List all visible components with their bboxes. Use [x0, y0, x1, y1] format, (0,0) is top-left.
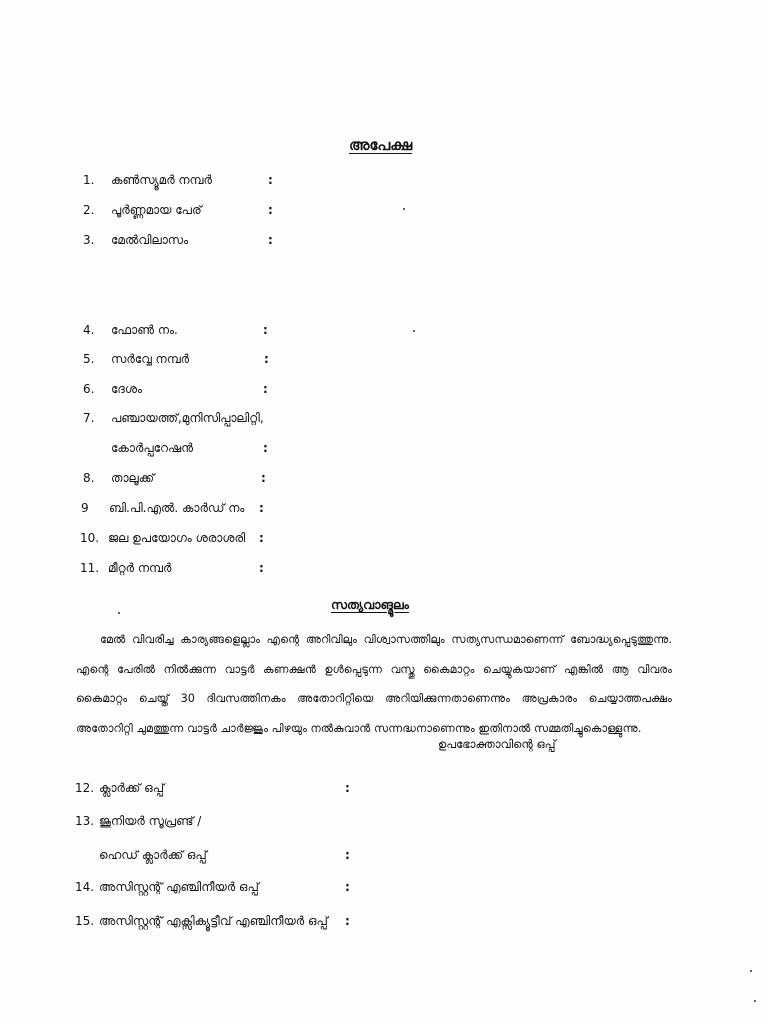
- field-colon: :: [259, 561, 264, 575]
- field-label: ഹെഡ് ക്ലാർക്ക് ഒപ്പ്: [99, 848, 207, 862]
- field-colon: :: [264, 352, 269, 366]
- field-label: മീറ്റർ നമ്പർ: [108, 561, 172, 575]
- field-label: പൂർണ്ണമായ പേര്: [111, 203, 202, 217]
- field-number: 13.: [75, 814, 95, 828]
- office-field-assistant-engineer-signature: [75, 877, 365, 897]
- field-number: 12.: [75, 781, 95, 795]
- field-number: 5.: [83, 352, 95, 366]
- field-label: ഫോൺ നം.: [111, 323, 178, 337]
- form-field-locality: [83, 379, 283, 399]
- field-colon: :: [263, 382, 268, 396]
- field-label: അസിസ്റ്റന്റ് എഞ്ചിനീയർ ഒപ്പ്: [99, 880, 259, 894]
- field-colon: :: [263, 441, 268, 455]
- field-label: താലൂക്ക്: [111, 471, 155, 485]
- form-field-survey-number: [83, 349, 283, 369]
- field-colon: :: [261, 471, 266, 485]
- scan-speck: [118, 612, 120, 614]
- scan-speck: [413, 330, 415, 332]
- form-title: അപേക്ഷ: [349, 136, 413, 154]
- field-number: 3.: [83, 233, 95, 247]
- field-number: 1.: [83, 173, 95, 187]
- field-label: പഞ്ചായത്ത്,മുനിസിപ്പാലിറ്റി,: [111, 411, 264, 425]
- field-label: ദേശം: [111, 382, 142, 396]
- field-number: 8.: [83, 471, 95, 485]
- field-number: 9: [81, 501, 89, 515]
- form-field-phone: [83, 320, 283, 340]
- form-field-local-body: [83, 408, 303, 428]
- declaration-paragraph: മേൽ വിവരിച്ച കാര്യങ്ങളെല്ലാം എന്റെ അറിവിലും വിശ്വാസത്തിലും സത്യസന്ധമാണെന്ന് ബോദ്ധ്യപ്പെടുത്തുന്നു. എന്റെ പേരിൽ നിൽക്കുന്ന വാട്ടർ കണക്ഷൻ ഉൾപ്പെടുന്ന വസ്തു കൈമാറ്റം ചെയ്യുകയാണ് എങ്കിൽ ആ വിവരം കൈമാറ്റം ചെയ്ത് 30 ദിവസത്തിനകം അതോറിറ്റിയെ അറിയിക്കുന്നതാണെന്നും അപ്രകാരം ചെയ്യാത്തപക്ഷം അതോറിറ്റി ചുമത്തുന്ന വാട്ടർ ചാർജ്ജും പിഴയും നൽകുവാൻ സന്നദ്ധനാണെന്നും ഇതിനാൽ സമ്മതിച്ചുകൊള്ളുന്നു.: [76, 633, 672, 735]
- field-label: അസിസ്റ്റന്റ് എക്സിക്യൂട്ടീവ് എഞ്ചിനീയർ ഒപ്പ്: [99, 914, 328, 928]
- scan-speck: [754, 1000, 756, 1002]
- field-colon: :: [263, 323, 268, 337]
- field-label: മേൽവിലാസം: [111, 233, 189, 247]
- field-label: ക്ലാർക്ക് ഒപ്പ്: [99, 781, 165, 795]
- form-field-corporation: [83, 438, 283, 458]
- field-colon: :: [268, 173, 273, 187]
- field-number: 7.: [83, 411, 95, 425]
- declaration-heading: സത്യവാങ്മൂലം: [331, 597, 409, 612]
- consumer-signature-label: ഉപഭോക്താവിന്റെ ഒപ്പ്: [438, 737, 556, 751]
- field-label: സർവ്വേ നമ്പർ: [111, 352, 190, 366]
- form-field-full-name: [83, 200, 283, 220]
- office-field-junior-superintendent: [75, 811, 365, 831]
- office-field-head-clerk-signature: [75, 845, 365, 865]
- field-label: ജൂനിയർ സൂപ്രണ്ട് /: [99, 814, 202, 828]
- field-colon: :: [345, 880, 350, 894]
- field-colon: :: [345, 781, 350, 795]
- field-label: ബി.പി.എൽ. കാർഡ് നം: [109, 501, 245, 515]
- form-field-bpl-card: [81, 498, 281, 518]
- form-field-meter-number: [80, 558, 280, 578]
- field-label: കൺസ്യൂമർ നമ്പർ: [111, 173, 212, 187]
- field-number: 2.: [83, 203, 95, 217]
- office-field-assistant-executive-engineer-signature: [75, 911, 365, 931]
- field-number: 15.: [75, 914, 95, 928]
- field-colon: :: [345, 914, 350, 928]
- form-field-address: [83, 230, 283, 250]
- field-number: 6.: [83, 382, 95, 396]
- field-number: 11.: [80, 561, 100, 575]
- field-number: 4.: [83, 323, 95, 337]
- field-colon: :: [268, 233, 273, 247]
- field-number: 14.: [75, 880, 95, 894]
- form-field-taluk: [83, 468, 283, 488]
- form-field-consumer-number: [83, 170, 283, 190]
- field-label: കോർപ്പറേഷൻ: [111, 441, 194, 455]
- field-colon: :: [268, 203, 273, 217]
- field-colon: :: [259, 501, 264, 515]
- form-field-water-usage: [80, 528, 280, 548]
- field-colon: :: [259, 531, 264, 545]
- office-field-clerk-signature: [75, 778, 365, 798]
- declaration-text: [76, 625, 672, 743]
- scan-speck: [403, 208, 405, 210]
- field-label: ജല ഉപയോഗം ശരാശരി: [108, 531, 246, 545]
- field-number: 10.: [80, 531, 100, 545]
- scan-speck: [750, 970, 752, 972]
- field-colon: :: [345, 848, 350, 862]
